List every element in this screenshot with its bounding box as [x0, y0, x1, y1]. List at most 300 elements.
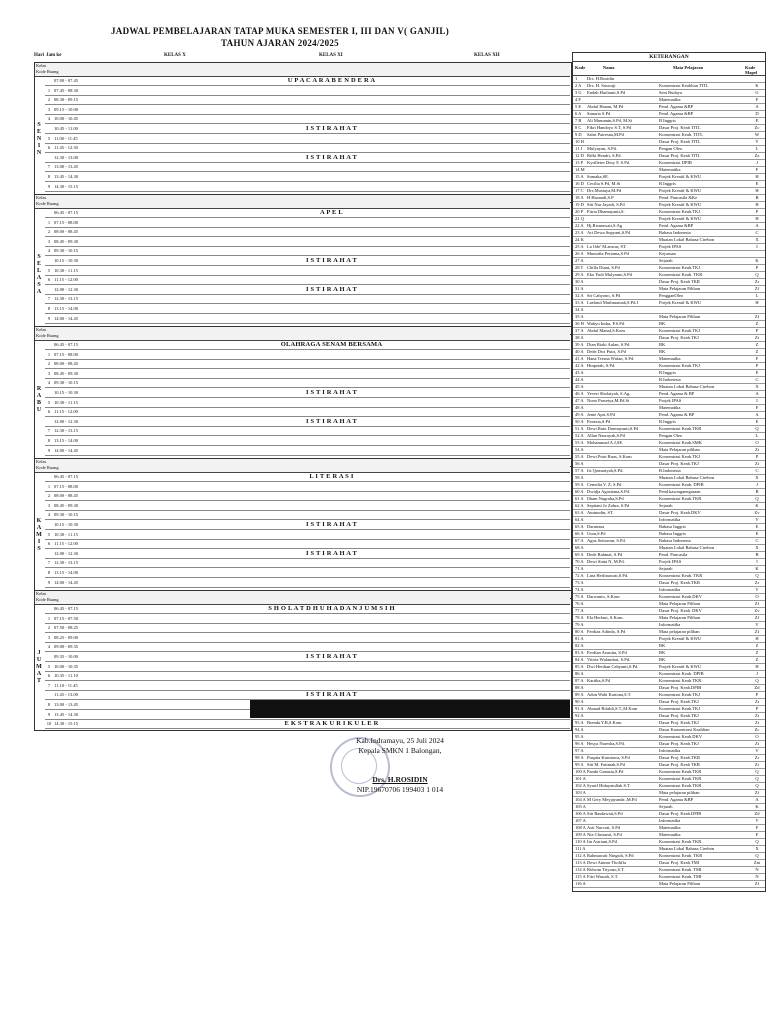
day-label: K A M I S [36, 518, 42, 552]
row-jam-ke: 7 [47, 428, 51, 434]
row-banner: I S T I R A H A T [305, 389, 358, 396]
legend-kode: 79 A [575, 622, 584, 627]
legend-nama: Dewi Ratu Darmayanti,S.Pd [587, 426, 639, 431]
legend-kode-mapel: P [755, 454, 759, 459]
legend-kode: 104 A [575, 797, 586, 802]
legend-nama: Pandu Ganasia,S.Pd [587, 769, 624, 774]
row-time: 06.45 - 07.15 [54, 606, 78, 611]
legend-kode-mapel: E [755, 419, 759, 424]
legend-kode: 55 A [575, 454, 584, 459]
signature-name: Drs. H.ROSIDIN [372, 775, 428, 784]
legend-mapel: Mata Pelajaran pilihan [659, 447, 700, 452]
legend-mapel: Dasar Proj. Keah.TKJ [659, 720, 699, 725]
legend-mapel: Mata Pelajaran Pilihan [659, 881, 700, 886]
legend-kode: 36 H [575, 321, 584, 326]
legend-kode-mapel: L [755, 433, 759, 438]
row-jam-ke: 8 [47, 570, 51, 575]
legend-mapel: Projek Kreatif & KWU [659, 202, 702, 207]
legend-kode-mapel: Zr [754, 279, 760, 284]
legend-mapel: Mata Pelajaran Pilihan [659, 615, 700, 620]
legend-mapel: Mata Pelajaran Pilihan [659, 601, 700, 606]
legend-kode: 47 A [575, 398, 584, 403]
legend-kode: 106 A [575, 811, 586, 816]
legend-mapel: Konsentrasi Keah. TMI [659, 867, 702, 872]
row-jam-ke: 4 [47, 512, 51, 518]
legend-kode: 78 A [575, 615, 584, 620]
row-jam-ke: 6 [47, 145, 51, 151]
legend-title: KETERANGAN [573, 53, 765, 62]
legend-kode-mapel: J [756, 160, 758, 165]
row-jam-ke: 6 [47, 541, 51, 547]
legend-nama: Dwidja Agustiana,S.Pd. [587, 489, 631, 494]
legend-kode-mapel: D [755, 111, 759, 116]
legend-nama: Ahmad Rifaldi,S.T.,M.Kom [587, 706, 638, 711]
legend-nama: Rahmawati Ningsih, S.Pd [587, 853, 634, 858]
header-kode-ruang-label: Kode Ruang [36, 597, 59, 602]
legend-kode-mapel: K [755, 83, 759, 88]
row-banner: I S T I R A H A T [305, 285, 358, 293]
legend-kode: 34 A [575, 307, 584, 312]
row-jam-ke: 4 [47, 644, 51, 650]
row-jam-ke: 8 [47, 306, 51, 311]
legend-panel [572, 52, 766, 892]
legend-kode: 52 A [575, 433, 584, 438]
legend-nama: Drs. H. Suswaji [587, 83, 616, 88]
legend-nama: Drs. H.Rosidin [587, 76, 615, 81]
row-jam-ke: 2 [47, 229, 51, 235]
legend-nama: Dede Dwi Putri, S.Pd [587, 349, 626, 354]
row-time: 14.00 - 14.45 [54, 315, 78, 321]
row-time: 13.15 - 14.00 [54, 306, 78, 311]
legend-kode: 43 A [575, 370, 584, 375]
day-label: J U M A T [36, 650, 42, 684]
header-kelas-label: Kelas [36, 327, 47, 332]
legend-mapel: Projek IPAS [659, 398, 682, 403]
legend-nama: Chilla Diani, S.Pd [587, 265, 620, 270]
legend-kode: 107 A [575, 818, 586, 823]
legend-kode-mapel: Zf [754, 615, 760, 620]
row-jam-ke: 2 [47, 97, 51, 103]
row-jam-ke: 3 [47, 106, 51, 112]
legend-kode-mapel: Zf [754, 286, 760, 291]
legend-kode: 94 A [575, 727, 584, 732]
legend-kode: 32 A [575, 293, 584, 298]
row-jam-ke: 7 [47, 164, 51, 170]
legend-kode: 108 A [575, 825, 586, 830]
legend-kode: 83 A [575, 650, 584, 655]
legend-kode: 4 F [575, 97, 581, 102]
legend-kode-mapel: X [755, 384, 759, 389]
legend-kode-mapel: P [755, 328, 759, 333]
legend-kode-mapel: F [755, 167, 759, 172]
legend-nama: H.Husnadi,S.P [587, 195, 614, 200]
legend-kode: 2 A [575, 83, 582, 88]
legend-kode-mapel: C [755, 230, 759, 235]
legend-kode-mapel: Zt [755, 720, 759, 725]
legend-kode-mapel: Z [755, 650, 759, 655]
legend-kode: 64 A [575, 517, 584, 522]
legend-kode-mapel: P [755, 265, 759, 270]
legend-mapel: Muatan Lokal Bahasa Cirebon [659, 384, 715, 389]
legend-mapel: Bahasa Inggris [659, 524, 686, 529]
legend-kode-mapel: Zt [755, 699, 759, 704]
row-jam-ke: 4 [47, 380, 51, 386]
legend-mapel: Konsentrasi Keah. TKR [659, 853, 703, 858]
row-banner: I S T I R A H A T [305, 153, 358, 161]
legend-kode-mapel: I [756, 398, 758, 403]
legend-kode-mapel: X [755, 545, 759, 550]
legend-kode: 38 A [575, 335, 584, 340]
row-banner: U P A C A R A B E N D E R A [287, 77, 376, 84]
legend-kode: 50 A [575, 419, 584, 424]
day-block [34, 458, 572, 599]
legend-kode: 16 D [575, 181, 584, 186]
legend-kode: 81 A [575, 636, 584, 641]
legend-nama: Fikri Handoyo S.T, S.Pd [587, 125, 632, 130]
legend-kode: 46 A [575, 391, 584, 396]
row-jam-ke: 7 [47, 682, 51, 688]
legend-kode-mapel: K [755, 566, 759, 571]
legend-mapel: Pend. Agama &BP [659, 797, 694, 802]
row-time: 07.15 - 07.50 [54, 615, 78, 621]
legend-kode: 70 A [575, 559, 584, 564]
legend-mapel: Dasar Proj. Keah. DKV [659, 608, 702, 613]
legend-mapel: BK [659, 321, 666, 326]
legend-mapel: Bahasa Indonesia [659, 230, 691, 235]
legend-mapel: B.Indonesia [659, 468, 681, 473]
legend-mapel: Konsentrasi Keah.TKJ [659, 706, 700, 711]
row-time: 09.00 - 09.35 [54, 644, 78, 650]
legend-nama: Fitri Wasiah, S.T. [587, 874, 619, 879]
row-time: 10.35 - 11.10 [54, 673, 78, 679]
row-time: 10.00 - 10.45 [54, 116, 78, 122]
legend-kode-mapel: B [755, 552, 759, 557]
row-time: 06.45 - 07.15 [54, 342, 78, 347]
legend-kode-mapel: F [755, 97, 759, 102]
legend-kode-mapel: A [755, 412, 759, 417]
row-time: 13.15 - 14.00 [54, 570, 78, 575]
legend-mapel: Konsentrasi Keah. TITL [659, 132, 704, 137]
legend-kode: 73 A [575, 580, 584, 585]
legend-kode-mapel: I [756, 559, 758, 564]
row-jam-ke: 2 [47, 361, 51, 367]
row-jam-ke: 8 [47, 438, 51, 443]
signature-nip: NIP.19670706 199403 1 014 [356, 785, 444, 794]
legend-nama: Kyrilletes Desy F, S.Pd. [587, 160, 631, 165]
legend-kode-mapel: Zt [755, 713, 759, 718]
legend-kode: 40 A [575, 349, 584, 354]
row-banner: I S T I R A H A T [305, 417, 358, 425]
row-jam-ke: 1 [47, 87, 51, 93]
legend-mapel: Projek IPAS [659, 244, 682, 249]
legend-kode-mapel: E [755, 181, 759, 186]
legend-kode: 67 A [575, 538, 584, 543]
header-hari: Hari [34, 53, 44, 58]
legend-kode-mapel: J [756, 671, 758, 676]
legend-kode-mapel: O [755, 734, 759, 739]
row-time: 10.00 - 10.35 [54, 663, 78, 669]
legend-nama: Muntafia Pertama,S.Pd [587, 251, 629, 256]
legend-kode: 33 A [575, 300, 584, 305]
legend-nama: Sumaka,SE. [587, 174, 609, 179]
row-time: 09.30 - 10.15 [54, 248, 78, 254]
row-jam-ke: 1 [47, 351, 51, 357]
legend-nama: Puspita Kurniawa, S.Pd [587, 755, 630, 760]
row-time: 07.15 - 08.00 [54, 351, 78, 357]
legend-mapel: Muatan Lokal Bahasa Cirebon [659, 475, 715, 480]
legend-kode: 100 A [575, 769, 586, 774]
header-kode-ruang-label: Kode Ruang [36, 333, 59, 338]
legend-kode: 59 A [575, 482, 584, 487]
legend-kode: 88 A [575, 685, 584, 690]
legend-mapel: Konsentrasi Keah.TKJ [659, 328, 700, 333]
legend-kode: 22 A [575, 223, 584, 228]
legend-kode-mapel: N [755, 874, 759, 879]
legend-kode: 87 A [575, 678, 584, 683]
legend-mapel: Dasar Proj. Keah.TKJ [659, 741, 699, 746]
legend-kode: 56 A [575, 461, 584, 466]
row-time: 14.00 - 14.45 [54, 579, 78, 585]
legend-nama: Dian Rizki Aulan, S.Pd. [587, 342, 631, 347]
legend-mapel: Dasar Proj. Keah TKR [659, 279, 700, 284]
row-banner: I S T I R A H A T [305, 549, 358, 557]
header-kelas-label: Kelas [36, 459, 47, 464]
legend-mapel: Projek Kreatif & KWU [659, 216, 702, 221]
legend-kode: 31 A [575, 286, 584, 291]
legend-kode-mapel: Zv [754, 608, 760, 613]
legend-nama: Sunaria S.Pd [587, 111, 611, 116]
row-time: 13.45 - 14.30 [54, 174, 78, 179]
legend-mapel: B.Inggris [659, 419, 676, 424]
legend-kode-mapel: E [755, 118, 759, 123]
row-banner: A P E L [320, 209, 343, 216]
legend-kode: 49 A [575, 412, 584, 417]
legend-mapel: Konsentrasi Keah.DKV [659, 594, 702, 599]
legend-mapel: Konsentrasi Keah.TKR [659, 426, 702, 431]
row-jam-ke: 6 [47, 673, 51, 679]
row-time: 10.15 - 10.30 [54, 522, 78, 527]
legend-nama: Iis Qomariyah,S.Pd. [587, 468, 624, 473]
day-label: S E N I N [36, 122, 42, 156]
row-time: 07.15 - 08.00 [54, 219, 78, 225]
legend-col-nama: Nama [603, 65, 615, 70]
legend-nama: Mulyayan, S.Pd. [587, 146, 618, 151]
legend-kode: 80 A [575, 629, 584, 634]
legend-mapel: Projek Kreatif & KWU [659, 174, 702, 179]
legend-kode: 74 A [575, 587, 584, 592]
legend-columns [573, 61, 765, 76]
legend-mapel: B.Inggris [659, 370, 676, 375]
header-kelas-x: KELAS X [164, 53, 186, 58]
legend-kode: 45 A [575, 384, 584, 389]
legend-kode: 18 A [575, 195, 584, 200]
legend-kode: 53 A [575, 440, 584, 445]
legend-nama: Siti M. Fatimah,S.Pd [587, 762, 625, 767]
legend-nama: M Gery Meyjayanda ,M.Pd [587, 797, 637, 802]
row-time: 11.45 - 13.00 [54, 692, 78, 698]
legend-nama: Laelatul Muthmainah,S.Pd.I [587, 300, 638, 305]
legend-mapel: Konsentrasi Keahlian TITL [659, 83, 709, 88]
row-jam-ke: 5 [47, 267, 51, 273]
legend-mapel: Dasar Proj. Keah.TKJ [659, 713, 699, 718]
legend-kode: 95 A [575, 734, 584, 739]
legend-kode: 60 A [575, 489, 584, 494]
row-time: 13.00 - 13.45 [54, 164, 78, 170]
legend-mapel: Informatika [659, 587, 681, 592]
legend-nama: Sahri Patresna,M.Pd [587, 132, 624, 137]
legend-kode-mapel: Zm [753, 860, 761, 865]
legend-kode: 25 A [575, 244, 584, 249]
legend-nama: Endah Harlianti,S.Pd [587, 90, 626, 95]
row-time: 10.30 - 11.15 [54, 267, 78, 273]
legend-kode-mapel: Q [755, 839, 759, 844]
row-time: 11.10 - 11.45 [54, 682, 78, 688]
row-time: 08.00 - 08.45 [54, 493, 78, 499]
legend-nama: Nia Chrisanti, S.Pd [587, 832, 622, 837]
legend-nama: Agus Setiawan, S.Pd. [587, 538, 626, 543]
row-time: 13.15 - 14.00 [54, 438, 78, 443]
legend-kode-mapel: V [755, 748, 759, 753]
legend-mapel: Sejarah [659, 503, 673, 508]
legend-kode-mapel: Zr [754, 755, 760, 760]
legend-col-kode: Kode [575, 65, 586, 70]
legend-kode: 101 A [575, 776, 586, 781]
legend-mapel: Dasar Proj. Keah.DKV [659, 510, 701, 515]
legend-nama: Cemelia V. Z, S.Pd [587, 482, 622, 487]
legend-nama: Lina Herlinawati,S.Pd. [587, 573, 629, 578]
legend-kode: 24 K [575, 237, 584, 242]
legend-kode: 61 A [575, 496, 584, 501]
legend-kode-mapel: P [755, 692, 759, 697]
day-label: S E L A S A [36, 254, 42, 295]
row-jam-ke: 2 [47, 625, 51, 631]
row-time: 11.15 - 12.00 [54, 541, 78, 547]
row-time: 07.00 - 07.45 [54, 78, 78, 83]
legend-kode-mapel: K [755, 258, 759, 263]
legend-mapel: Sejarah [659, 804, 673, 809]
legend-kode: 1 [575, 76, 578, 81]
legend-kode-mapel: Zd [754, 685, 760, 690]
day-block [34, 194, 572, 335]
legend-nama: Septiani Jo Zahra, S.Pd [587, 503, 630, 508]
legend-mapel: Dasar Proj. Keah.TKJ [659, 335, 699, 340]
legend-kode: 35 A [575, 314, 584, 319]
legend-kode-mapel: W [754, 132, 760, 137]
legend-kode: 12 D [575, 153, 584, 158]
row-jam-ke: 7 [47, 560, 51, 566]
legend-kode-mapel: Q [755, 853, 759, 858]
legend-kode-mapel: A [755, 797, 759, 802]
legend-mapel: Projek Kreatif & KWU [659, 188, 702, 193]
legend-kode-mapel: P [755, 363, 759, 368]
legend-kode: 90 A [575, 699, 584, 704]
legend-mapel: Dasar Proj. Keah TKR [659, 762, 700, 767]
legend-kode: 6 A [575, 111, 582, 116]
legend-kode: 96 A [575, 741, 584, 746]
header-kelas-xii: KELAS XII [474, 53, 500, 58]
legend-nama: Wahyu Indra, P.S.Pd. [587, 321, 626, 326]
legend-mapel: Projek Kreatif & KWU [659, 664, 702, 669]
row-jam-ke: 4 [47, 248, 51, 254]
row-time: 06.45 - 07.15 [54, 210, 78, 215]
legend-mapel: Mata Pelajaran Pilihan [659, 314, 700, 319]
legend-nama: Asti Nurvati, S.Pd [587, 825, 621, 830]
row-banner: OLAHRAGA SENAM BERSAMA [280, 341, 383, 348]
legend-mapel: Pend. Pancasila &Ke [659, 195, 698, 200]
row-time: 11.00 - 11.45 [54, 135, 78, 141]
legend-kode: 27 A [575, 258, 584, 263]
legend-nama: Brenda Y.B,S.Kom [587, 720, 622, 725]
legend-nama: Iin Astriani,S.Pd [587, 839, 617, 844]
legend-kode: 28 T [575, 265, 584, 270]
legend-kode-mapel: Zt [755, 741, 759, 746]
row-jam-ke: 9 [47, 315, 51, 321]
legend-kode: 111 A [575, 846, 586, 851]
legend-kode-mapel: L [755, 146, 759, 151]
legend-mapel: BK [659, 643, 666, 648]
legend-mapel: Matematika [659, 97, 681, 102]
legend-kode-mapel: Zr [754, 580, 760, 585]
legend-kode-mapel: C [755, 377, 759, 382]
day-block [34, 326, 572, 467]
legend-kode-mapel: Zf [754, 314, 760, 319]
legend-mapel: Dasar Proj. Keah.DPIB [659, 685, 702, 690]
legend-mapel: Pend. Agama & BP [659, 391, 695, 396]
legend-kode: 17 C [575, 188, 584, 193]
legend-kode-mapel: Zt [755, 447, 759, 452]
legend-kode-mapel: F [755, 832, 759, 837]
legend-mapel: Muatan Lokal Bahasa Cirebon [659, 545, 715, 550]
legend-kode-mapel: Q [755, 496, 759, 501]
legend-kode-mapel: Z [755, 657, 759, 662]
row-time: 14.30 - 15.15 [54, 721, 78, 727]
row-time: 13.00 - 13.45 [54, 702, 78, 707]
row-jam-ke: 7 [47, 296, 51, 302]
legend-mapel: BK [659, 342, 666, 347]
legend-mapel: B.Inggris [659, 118, 676, 123]
legend-kode: 91 A [575, 706, 584, 711]
legend-nama: Dede Rahmat, S.Pd [587, 552, 623, 557]
row-banner: I S T I R A H A T [305, 653, 358, 660]
legend-kode-mapel: V [755, 622, 759, 627]
day-label: R A B U [36, 386, 42, 413]
title-line-1: JADWAL PEMBELAJARAN TATAP MUKA SEMESTER I, III DAN V( GANJIL) [110, 26, 449, 36]
legend-mapel: Konsentrasi DPIB [659, 160, 692, 165]
legend-kode-mapel: Q [755, 769, 759, 774]
header-kode-ruang-label: Kode Ruang [36, 201, 59, 206]
row-time: 08.45 - 09.30 [54, 502, 78, 508]
legend-mapel: Matematika [659, 825, 681, 830]
legend-nama: Hesya Nuresha,S.Pd. [587, 741, 625, 746]
legend-mapel: Pend. Pancasila [659, 552, 688, 557]
legend-kode: 41 A [575, 356, 584, 361]
legend-mapel: Konsentrasi Keah.DKV [659, 734, 702, 739]
header-kode-ruang-label: Kode Ruang [36, 69, 59, 74]
legend-kode-mapel: Q [755, 776, 759, 781]
row-time: 12.30 - 13.15 [54, 428, 78, 434]
row-time: 08.45 - 09.30 [54, 370, 78, 376]
legend-nama: Yeveri Sholatyah, S.Ag. [587, 391, 631, 396]
legend-kode-mapel: Zz [754, 153, 760, 158]
row-time: 14.30 - 15.15 [54, 183, 78, 189]
row-banner: L I T E R A S I [309, 473, 354, 480]
legend-mapel: Konsentrasi Keah.TKR [659, 839, 702, 844]
legend-kode-mapel: O [755, 594, 759, 599]
legend-mapel: B.Indonesia [659, 377, 681, 382]
legend-mapel: Matematika [659, 167, 681, 172]
legend-kode-mapel: P [755, 209, 759, 214]
legend-mapel: Informatika [659, 748, 681, 753]
